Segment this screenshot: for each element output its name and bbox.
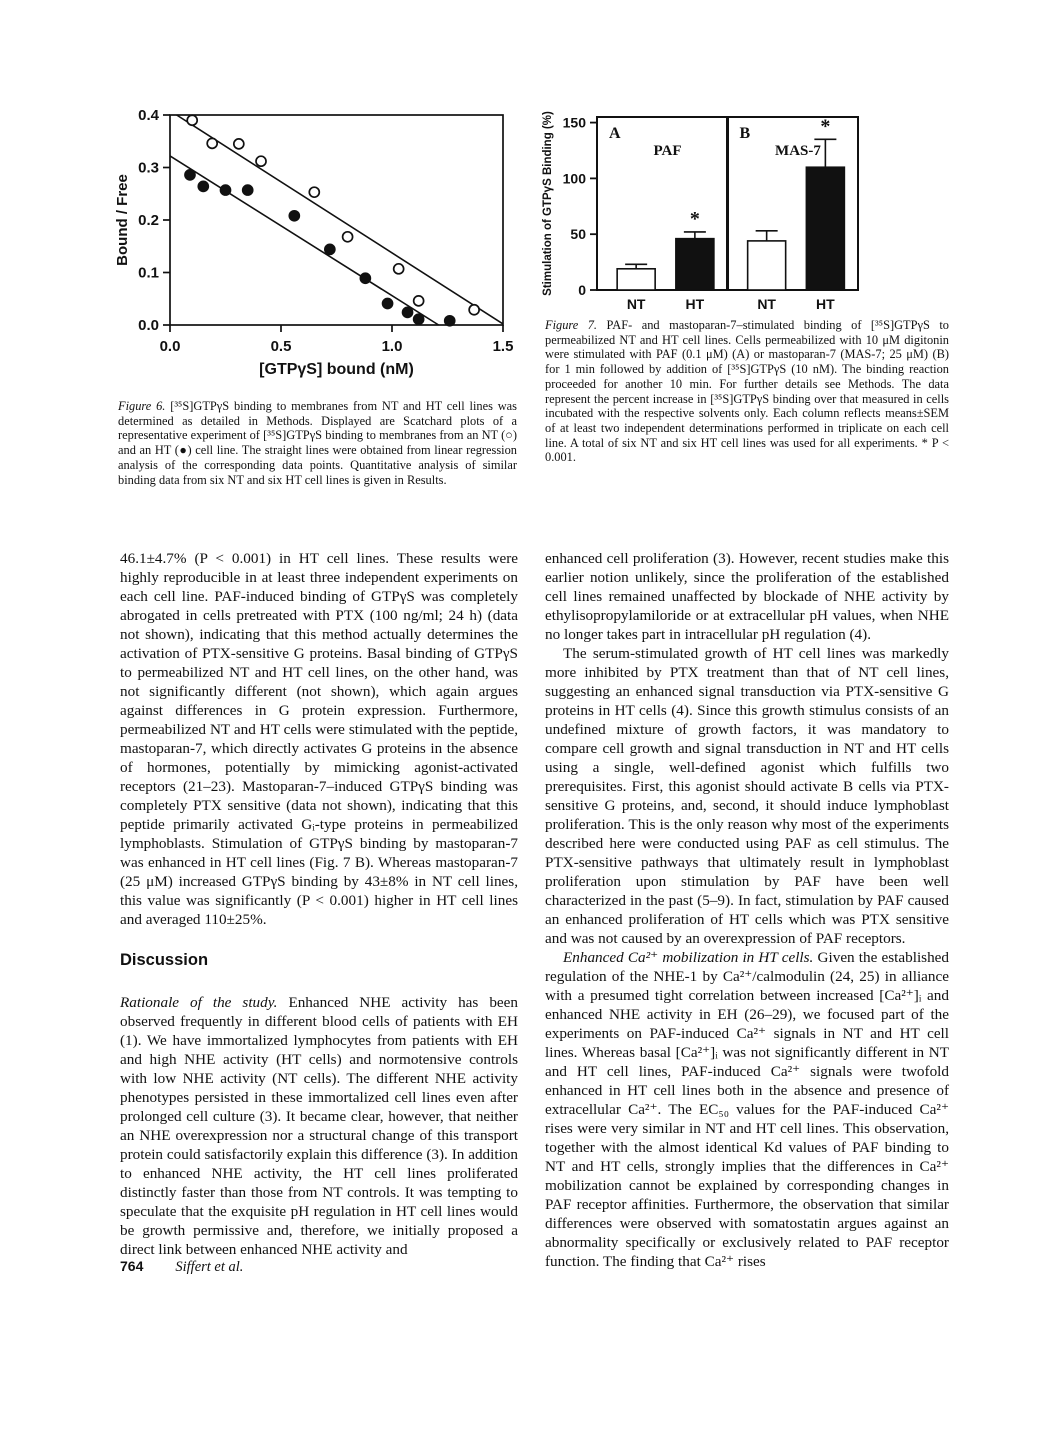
left-paragraph-results: 46.1±4.7% (P < 0.001) in HT cell lines. These results were highly reproducible in at least three independent experiments on each cell line. PAF-induced binding of GTPγS was completely abrogated in cells pretreated with PTX (100 ng/ml; 24 h) (data not shown), indicating that this method actually determines the activation of PTX-sensitive G proteins. Basal binding of GTPγS to permeabilized NT and HT cell lines, on the other hand, was not significantly different (not shown), which again argues against differences in G protein expression. Furthermore, permeabilized NT and HT cells were stimulated with the peptide, mastoparan-7, which directly activates G proteins in the absence of hormones, potentially by mimicking agonist-activated receptors (21–23). Mastoparan-7–induced GTPγS binding was completely PTX sensitive (data not shown), indicating that this peptide primarily activated Gᵢ-type proteins in permeabilized lymphoblasts. Stimulation of GTPγS binding by mastoparan-7 was enhanced in HT cell lines (Fig. 7 B). Whereas mastoparan-7 (25 μM) increased GTPγS binding by 43±8% in NT cell lines, this value was significantly (P < 0.001) higher in HT cell lines and averaged 110±25%. [120, 550, 518, 928]
svg-text:0.0: 0.0 [138, 317, 159, 334]
rationale-lead: Rationale of the study. [120, 994, 278, 1011]
page-number: 764 [120, 1258, 144, 1274]
svg-text:0.3: 0.3 [138, 159, 159, 177]
right-paragraph-calcium [545, 948, 949, 1271]
figure6-caption-label: Figure 6. [118, 399, 166, 413]
svg-text:0.5: 0.5 [270, 338, 292, 355]
svg-text:B: B [739, 125, 751, 142]
svg-text:NT: NT [757, 296, 776, 312]
right-paragraph-2: The serum-stimulated growth of HT cell lines was markedly more inhibited by PTX treatment than that of NT cell lines, suggesting an enhanced signal transduction via PTX-sensitive G proteins in HT cells (4). Since this growth stimulus consists of an undefined mixture of growth factors, it was mandatory to compare cell growth and signal transduction in NT and HT cells using a single, well-defined agonist which fulfills two prerequisites. First, this agonist should activate B cells via PTX-sensitive G proteins, and, second, it should induce lymphoblast proliferation. This is the only reason why most of the experiments described here were conducted using PAF as cell stimulus. The PTX-sensitive pathways that ultimately result in lymphoblast proliferation upon stimulation by PAF have been well characterized in the past (5–9). In fact, stimulation by PAF caused an enhanced proliferation of HT cells which was PTX sensitive and was not caused by an overexpression of PAF receptors. [545, 645, 949, 947]
figure6-caption-text: [³⁵S]GTPγS binding to membranes from NT and HT cell lines was determined as detailed in Methods. Displayed are Scatchard plots of a representative experiment of [³⁵S]GTPγS binding to membranes from an NT (○) and an HT (●) cell line. The straight lines were obtained from linear regression analysis of the corresponding data points. Quantitative analysis of similar binding data from six NT and six HT cell lines is given in Results. [118, 399, 517, 487]
svg-text:*: * [820, 115, 831, 138]
svg-text:0.1: 0.1 [138, 264, 159, 282]
svg-text:1.5: 1.5 [492, 338, 514, 355]
svg-text:150: 150 [562, 114, 586, 131]
figure7-caption-label: Figure 7. [545, 318, 598, 332]
figure6-scatchard-plot [112, 96, 516, 396]
svg-text:HT: HT [685, 296, 705, 312]
svg-text:0: 0 [578, 282, 586, 298]
right-text-column [545, 549, 949, 1271]
discussion-heading: Discussion [120, 951, 209, 969]
figure7-bar-chart [540, 92, 960, 324]
page-footer [120, 1258, 243, 1276]
left-paragraph-rationale [120, 993, 518, 1259]
svg-text:0.2: 0.2 [138, 212, 159, 229]
figure7-caption [545, 318, 949, 465]
figure6-caption [118, 399, 517, 487]
left-text-column [120, 549, 518, 1259]
right-paragraph-1: enhanced cell proliferation (3). However, recent studies make this earlier notion unlikely, since the proliferation of the established cell lines remained unaffected by blockade of NHE activity by ethylisopropylamiloride or at extracellular pH values, when NHE no longer takes part in intracellular pH regulation (4). [545, 550, 949, 643]
svg-text:A: A [609, 125, 621, 142]
svg-text:0.4: 0.4 [138, 107, 159, 124]
svg-text:PAF: PAF [653, 143, 682, 159]
svg-text:*: * [689, 207, 700, 230]
calcium-lead: Enhanced Ca²⁺ mobilization in HT cells. [563, 949, 814, 966]
figure7-caption-text: PAF- and mastoparan-7–stimulated binding of [³⁵S]GTPγS to permeabilized NT and HT cell lines. Cells permeabilized with 10 μM digitonin were stimulated with PAF (0.1 μM) (A) or mastoparan-7 (MAS-7; 25 μM) (B) for 1 min followed by addition of [³⁵S]GTPγS (10 nM). The binding reaction proceeded for another 10 min. For further details see Methods. The data represent the percent increase in [³⁵S]GTPγS binding over that measured in cells incubated with the respective solvents only. Each column reflects means±SEM of at least two independent determinations performed in triplicate on each cell line. A total of six NT and six HT cell lines was used for all experiments. * P < 0.001. [545, 318, 949, 465]
calcium-text: Given the established regulation of the NHE-1 by Ca²⁺/calmodulin (24, 25) in alliance with a presumed tight correlation between increased [Ca²⁺]ᵢ and enhanced NHE activity in EH (26–29), we focused part of the experiments on PAF-induced Ca²⁺ signals in NT and HT cell lines. Whereas basal [Ca²⁺]ᵢ was not significantly different in NT and HT cell lines, PAF-induced Ca²⁺ signals were twofold enhanced in HT cell lines both in the absence and presence of extracellular Ca²⁺. The EC₅₀ values for the PAF-induced Ca²⁺ rises were very similar in NT and HT cell lines. This observation, together with the almost identical Kd values of PAF binding to NT and HT cells, strongly implies that the differences in Ca²⁺ mobilization cannot be explained by corresponding changes in PAF receptor affinities. Furthermore, the observation that similar differences were observed with somatostatin argues against an abnormality specifically or exclusively related to PAF receptor function. The finding that Ca²⁺ rises [545, 949, 950, 1270]
svg-text:Bound / Free: Bound / Free [114, 174, 131, 266]
svg-text:[GTPγS] bound (nM): [GTPγS] bound (nM) [259, 361, 414, 378]
running-title: Siffert et al. [175, 1259, 244, 1275]
svg-text:NT: NT [626, 296, 646, 312]
rationale-text: Enhanced NHE activity has been observed frequently in different blood cells of patients with EH (1). We have immortalized lymphocytes from patients with EH and high NHE activity (HT cells) and normotensive controls with low NHE activity (NT cells). The different NHE activity phenotypes persisted in these immortalized cell lines even after prolonged cell culture (3). It became clear, however, that neither an NHE overexpression nor a structural change of this transport protein could satisfactorily explain this difference (3). In addition to enhanced NHE activity, the HT cell lines proliferated distinctly faster than those from NT controls. It was tempting to speculate that the exquisite pH regulation in HT cell lines would be growth permissive and, therefore, we initially proposed a direct link between enhanced NHE activity and [120, 994, 518, 1258]
svg-text:HT: HT [816, 296, 835, 312]
svg-text:50: 50 [570, 226, 586, 243]
svg-text:0.0: 0.0 [159, 338, 181, 355]
svg-text:Stimulation of GTPγS Binding (: Stimulation of GTPγS Binding (%) [542, 111, 554, 296]
svg-text:100: 100 [562, 170, 586, 187]
svg-text:MAS-7: MAS-7 [775, 143, 821, 159]
svg-text:1.0: 1.0 [381, 338, 403, 355]
